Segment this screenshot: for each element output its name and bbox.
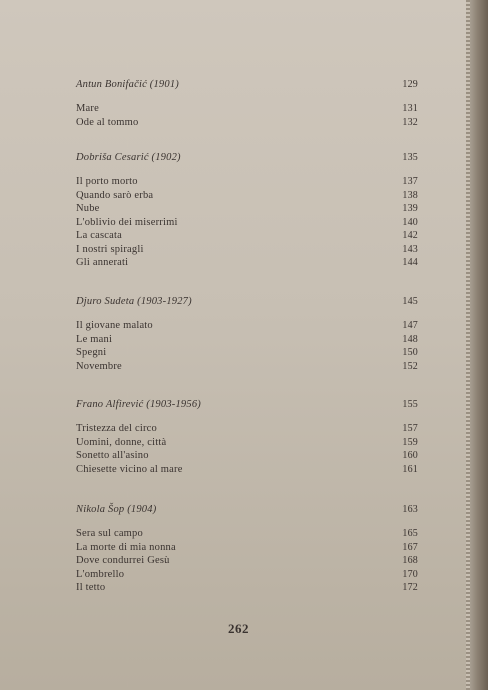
poem-title: Il tetto bbox=[76, 582, 106, 593]
poem-page-number: 147 bbox=[402, 320, 418, 331]
poem-entry bbox=[76, 450, 418, 464]
poem-title: Nube bbox=[76, 203, 100, 214]
poem-page-number: 165 bbox=[402, 528, 418, 539]
poem-entry bbox=[76, 361, 418, 375]
poem-entry bbox=[76, 320, 418, 334]
author-heading bbox=[76, 296, 418, 312]
poem-page-number: 138 bbox=[402, 189, 418, 201]
poem-page-number: 168 bbox=[402, 555, 418, 566]
poem-entry bbox=[76, 423, 418, 437]
toc-section bbox=[76, 79, 418, 130]
poem-page-number: 131 bbox=[402, 103, 418, 114]
poem-list bbox=[76, 103, 418, 130]
poem-page-number: 159 bbox=[402, 436, 418, 448]
poem-entry bbox=[76, 257, 418, 271]
toc-section bbox=[76, 296, 418, 374]
poem-title: Quando sarò erba bbox=[76, 189, 154, 201]
poem-title: Sonetto all'asino bbox=[76, 450, 149, 461]
poem-list bbox=[76, 176, 418, 271]
poem-entry bbox=[76, 117, 418, 131]
page-folio-number: 262 bbox=[228, 621, 249, 636]
poem-page-number: 144 bbox=[402, 257, 418, 268]
poem-page-number: 139 bbox=[402, 203, 418, 214]
poem-entry bbox=[76, 569, 418, 583]
poem-page-number: 161 bbox=[402, 463, 418, 475]
book-spine-shadow bbox=[470, 0, 488, 690]
poem-page-number: 143 bbox=[402, 243, 418, 255]
poem-entry bbox=[76, 334, 418, 348]
poem-entry bbox=[76, 542, 418, 556]
author-heading bbox=[76, 152, 418, 168]
poem-page-number: 170 bbox=[402, 568, 418, 580]
poem-entry bbox=[76, 437, 418, 451]
author-page-number: 163 bbox=[402, 504, 418, 515]
poem-entry bbox=[76, 555, 418, 569]
toc-section bbox=[76, 399, 418, 477]
poem-title: Spegni bbox=[76, 347, 107, 358]
poem-entry bbox=[76, 103, 418, 117]
poem-entry bbox=[76, 203, 418, 217]
poem-page-number: 132 bbox=[402, 116, 418, 128]
author-heading bbox=[76, 504, 418, 520]
poem-title: Le mani bbox=[76, 333, 113, 345]
author-heading bbox=[76, 399, 418, 415]
poem-entry bbox=[76, 582, 418, 596]
poem-entry bbox=[76, 528, 418, 542]
poem-page-number: 160 bbox=[402, 450, 418, 461]
poem-title: L'ombrello bbox=[76, 568, 125, 580]
poem-page-number: 142 bbox=[402, 230, 418, 241]
poem-entry bbox=[76, 190, 418, 204]
poem-list bbox=[76, 320, 418, 374]
author-page-number: 129 bbox=[402, 79, 418, 90]
poem-entry bbox=[76, 230, 418, 244]
poem-title: Ode al tommo bbox=[76, 116, 139, 128]
poem-title: Gli annerati bbox=[76, 257, 129, 268]
poem-page-number: 137 bbox=[402, 176, 418, 187]
author-name: Frano Alfirević (1903-1956) bbox=[76, 399, 201, 410]
poem-page-number: 148 bbox=[402, 333, 418, 345]
poem-title: Sera sul campo bbox=[76, 528, 143, 539]
author-heading bbox=[76, 79, 418, 95]
poem-entry bbox=[76, 176, 418, 190]
poem-title: Il giovane malato bbox=[76, 320, 153, 331]
poem-page-number: 167 bbox=[402, 541, 418, 553]
poem-title: Chiesette vicino al mare bbox=[76, 463, 183, 475]
poem-title: Il porto morto bbox=[76, 176, 138, 187]
poem-entry bbox=[76, 464, 418, 478]
poem-page-number: 150 bbox=[402, 347, 418, 358]
author-name: Nikola Šop (1904) bbox=[76, 504, 157, 515]
author-page-number: 135 bbox=[402, 152, 418, 163]
poem-list bbox=[76, 528, 418, 596]
poem-page-number: 157 bbox=[402, 423, 418, 434]
poem-title: Mare bbox=[76, 103, 99, 114]
author-page-number: 155 bbox=[402, 399, 418, 410]
author-name: Antun Bonifačić (1901) bbox=[76, 79, 179, 90]
poem-entry bbox=[76, 244, 418, 258]
poem-title: La morte di mia nonna bbox=[76, 541, 176, 553]
poem-entry bbox=[76, 347, 418, 361]
poem-title: La cascata bbox=[76, 230, 123, 241]
poem-title: Dove condurrei Gesù bbox=[76, 555, 170, 566]
toc-section bbox=[76, 504, 418, 596]
poem-page-number: 172 bbox=[402, 582, 418, 593]
toc-section bbox=[76, 152, 418, 271]
poem-page-number: 152 bbox=[402, 360, 418, 372]
poem-title: Uomini, donne, città bbox=[76, 436, 167, 448]
poem-entry bbox=[76, 217, 418, 231]
author-name: Djuro Sudeta (1903-1927) bbox=[76, 296, 192, 307]
author-name: Dobriša Cesarić (1902) bbox=[76, 152, 181, 163]
poem-list bbox=[76, 423, 418, 477]
poem-title: L'oblivio dei miserrimi bbox=[76, 216, 178, 228]
poem-page-number: 140 bbox=[402, 216, 418, 228]
author-page-number: 145 bbox=[402, 296, 418, 307]
poem-title: I nostri spiragli bbox=[76, 243, 144, 255]
poem-title: Novembre bbox=[76, 360, 122, 372]
poem-title: Tristezza del circo bbox=[76, 423, 157, 434]
